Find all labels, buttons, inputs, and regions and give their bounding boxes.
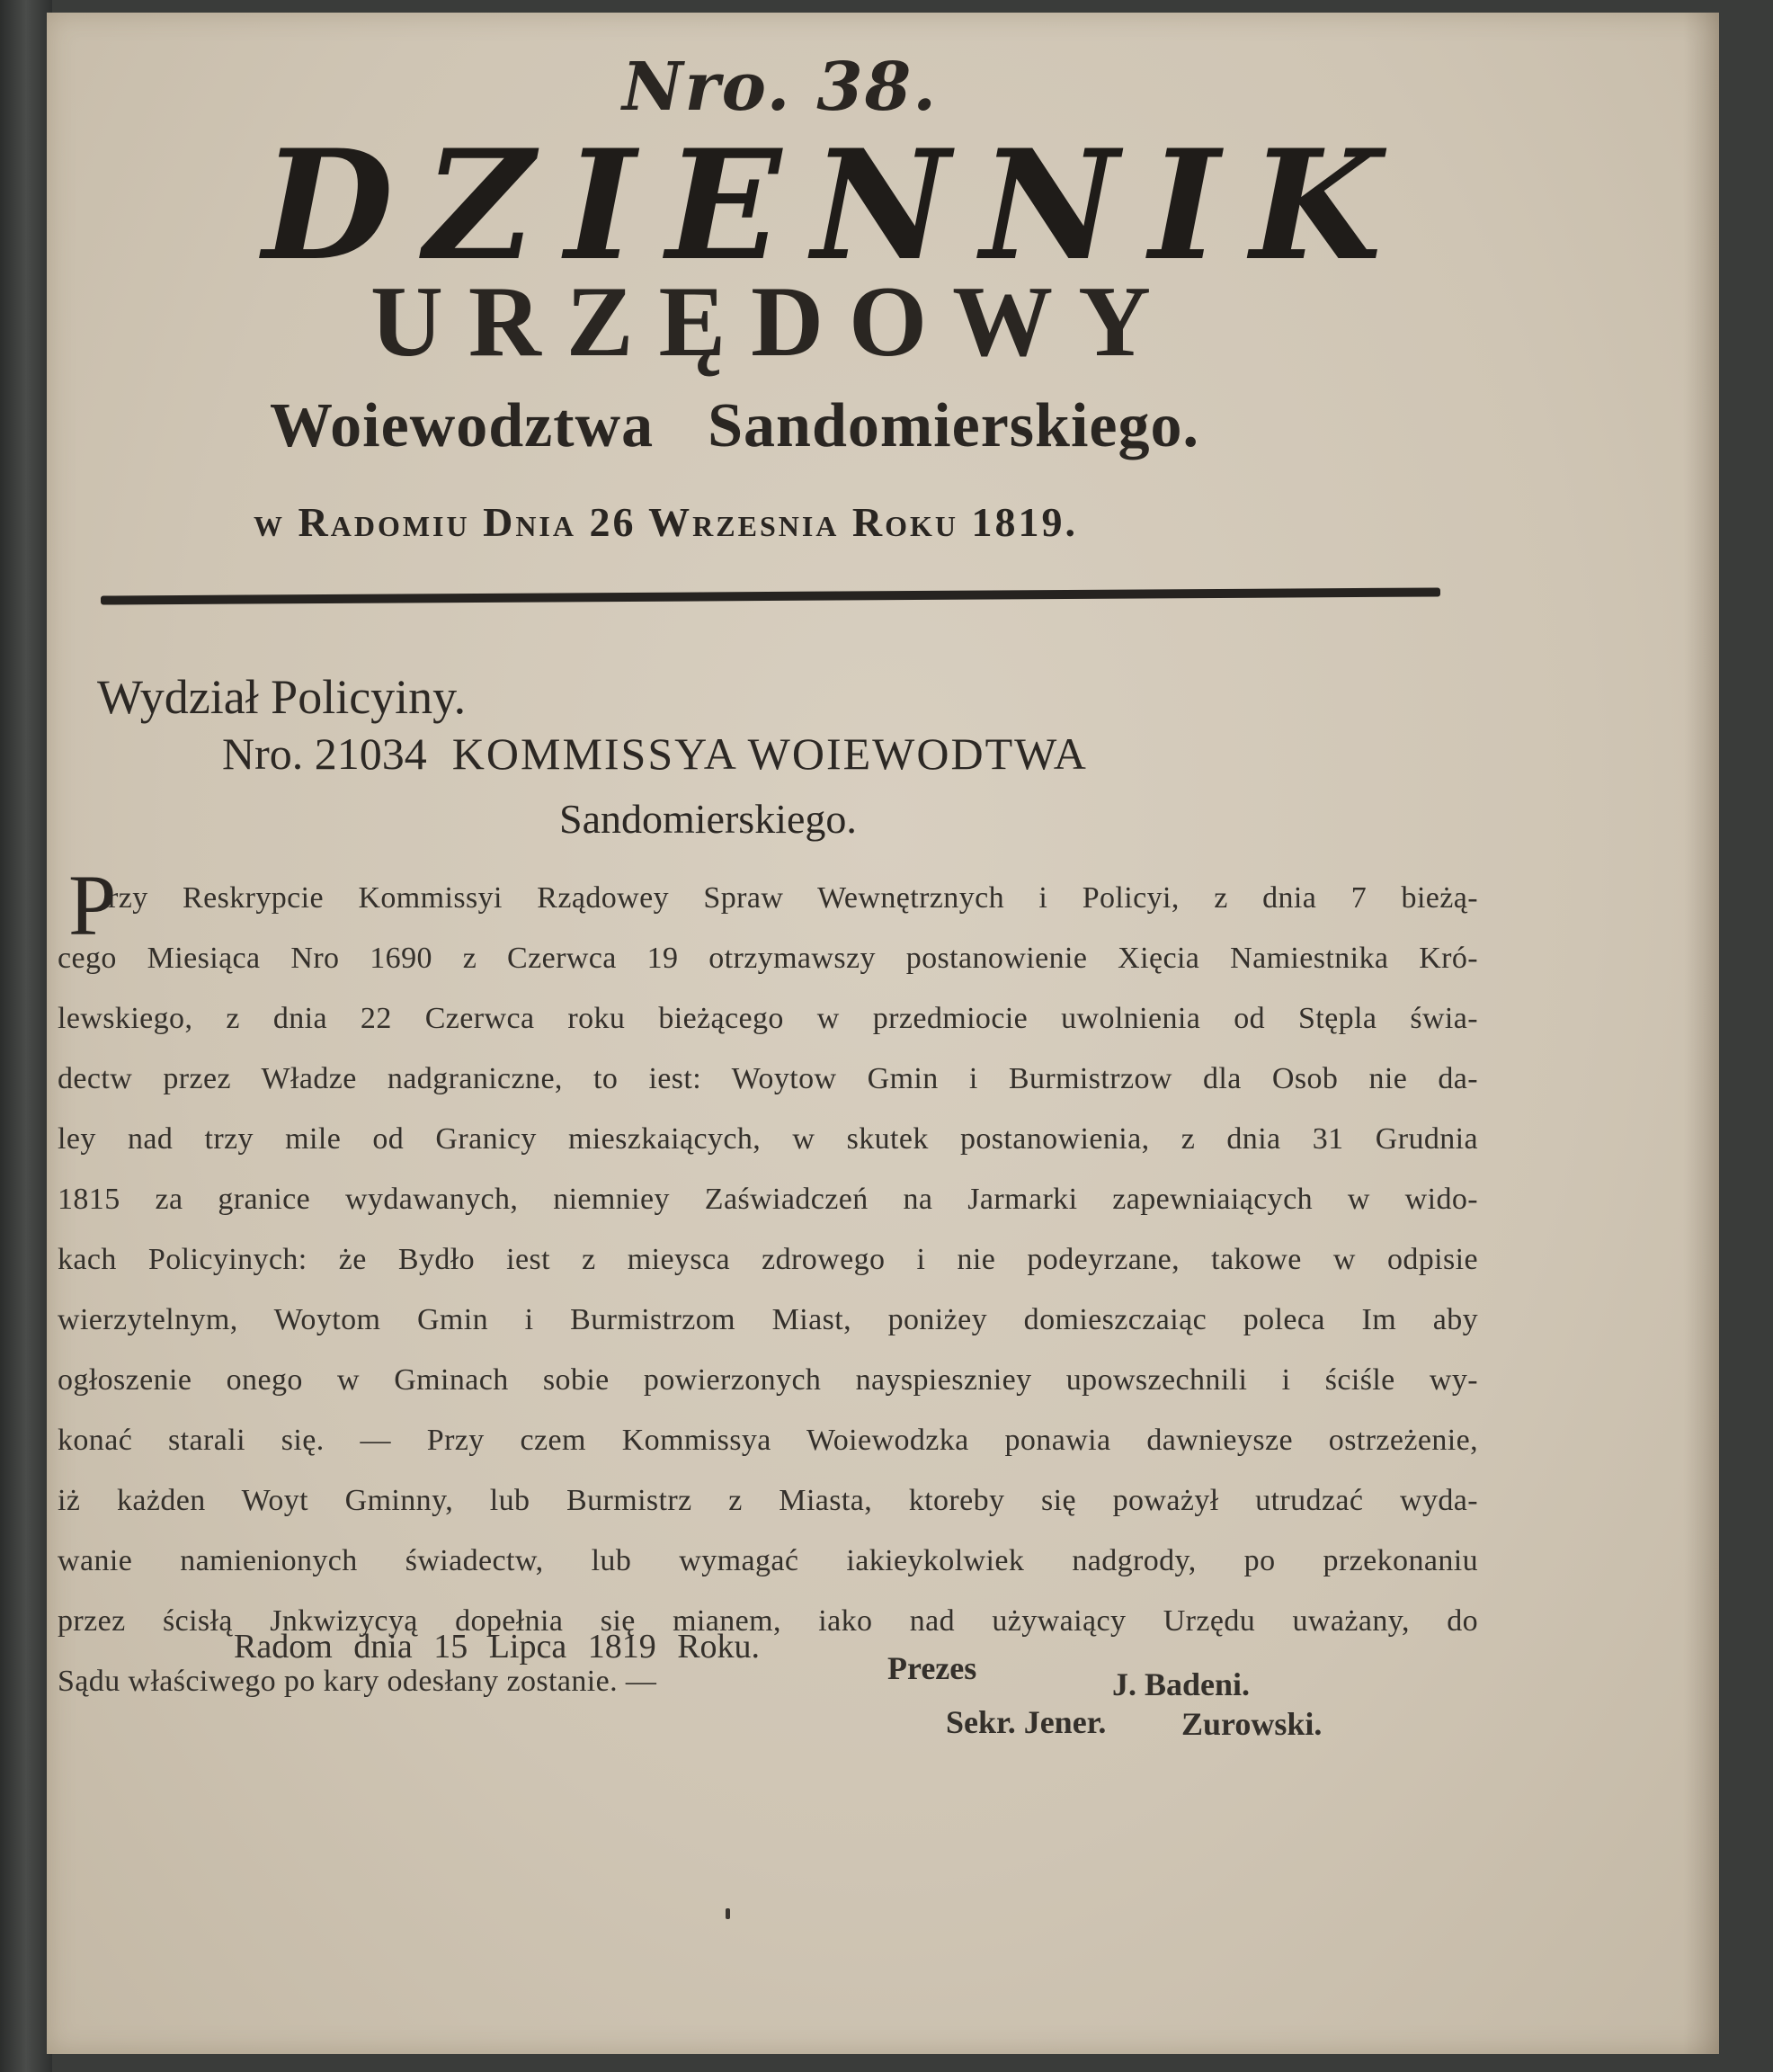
masthead-title: DZIENNIK: [263, 116, 1412, 294]
president-name: J. Badeni.: [1112, 1666, 1251, 1702]
region-word-1: Woiewodztwa: [270, 391, 655, 460]
ink-mark: [726, 1908, 730, 1919]
secretary-name: Zurowski.: [1181, 1706, 1323, 1742]
body-line: lewskiego, z dnia 22 Czerwca roku bieżącego w przedmiocie uwolnienia od Stępla świa-: [58, 1002, 1478, 1035]
body-line: ley nad trzy mile od Granicy mieszkaiących, w skutek postanowienia, z dnia 31 Grudnia: [58, 1122, 1478, 1156]
body-line: wanie namienionych świadectw, lub wymagać iakieykolwiek nadgrody, po przekonaniu: [58, 1544, 1478, 1577]
body-line: ogłoszenie onego w Gminach sobie powierzonych nayspieszniey upowszechnili i ściśle wy-: [58, 1363, 1478, 1397]
place-and-date: Radom dnia 15 Lipca 1819 Roku.: [234, 1628, 761, 1666]
masthead-region: [270, 390, 1199, 462]
document-page: [47, 13, 1719, 2054]
notice-body: [58, 857, 1478, 1711]
section-title: Wydział Policyiny.: [97, 670, 467, 724]
body-line: kach Policyinych: że Bydło iest z mieysca zdrowego i nie podeyrzane, takowe w odpisie: [58, 1243, 1478, 1276]
body-line: Sądu właściwego po kary odesłany zostanie. —: [58, 1665, 657, 1698]
masthead-subtitle: URZĘDOWY: [370, 266, 1177, 378]
body-line: przez ścisłą Jnkwizycyą dopełnia się mianem, iako nad używaiący Urzędu uważany, do: [58, 1604, 1478, 1638]
body-line: rzy Reskrypcie Kommissyi Rządowey Spraw Wewnętrznych i Policyi, z dnia 7 bieżą-: [108, 881, 1478, 915]
body-line: iż każden Woyt Gminny, lub Burmistrz z Miasta, ktoreby się poważył utrudzać wyda-: [58, 1484, 1478, 1517]
masthead-rule: [101, 587, 1440, 604]
notice-heading: [222, 728, 1088, 780]
secretary-label: Sekr. Jener.: [946, 1704, 1107, 1740]
body-line: cego Miesiąca Nro 1690 z Czerwca 19 otrzymawszy postanowienie Xięcia Namiestnika Kró-: [58, 942, 1478, 975]
body-line: konać starali się. — Przy czem Kommissya Woiewodzka ponawia dawnieysze ostrzeżenie,: [58, 1424, 1478, 1457]
issuing-authority-line2: Sandomierskiego.: [559, 796, 857, 842]
drop-cap: P: [68, 857, 117, 953]
president-label: Prezes: [887, 1650, 977, 1686]
body-line: 1815 za granice wydawanych, niemniey Zaświadczeń na Jarmarki zapewniaiących w wido-: [58, 1183, 1478, 1216]
issue-number: Nro. 38.: [622, 49, 938, 126]
body-line: wierzytelnym, Woytom Gmin i Burmistrzom Miast, poniżey domieszczaiąc poleca Im aby: [58, 1303, 1478, 1336]
notice-number: Nro. 21034: [222, 728, 427, 779]
region-word-2: Sandomierskiego.: [708, 391, 1199, 460]
body-line: dectw przez Władze nadgraniczne, to iest: Woytow Gmin i Burmistrzow dla Osob nie da-: [58, 1062, 1478, 1095]
dateline: w Radomiu Dnia 26 Wrzesnia Roku 1819.: [254, 499, 1079, 545]
book-binding: [0, 0, 52, 2072]
issuing-authority: KOMMISSYA WOIEWODTWA: [451, 728, 1088, 779]
